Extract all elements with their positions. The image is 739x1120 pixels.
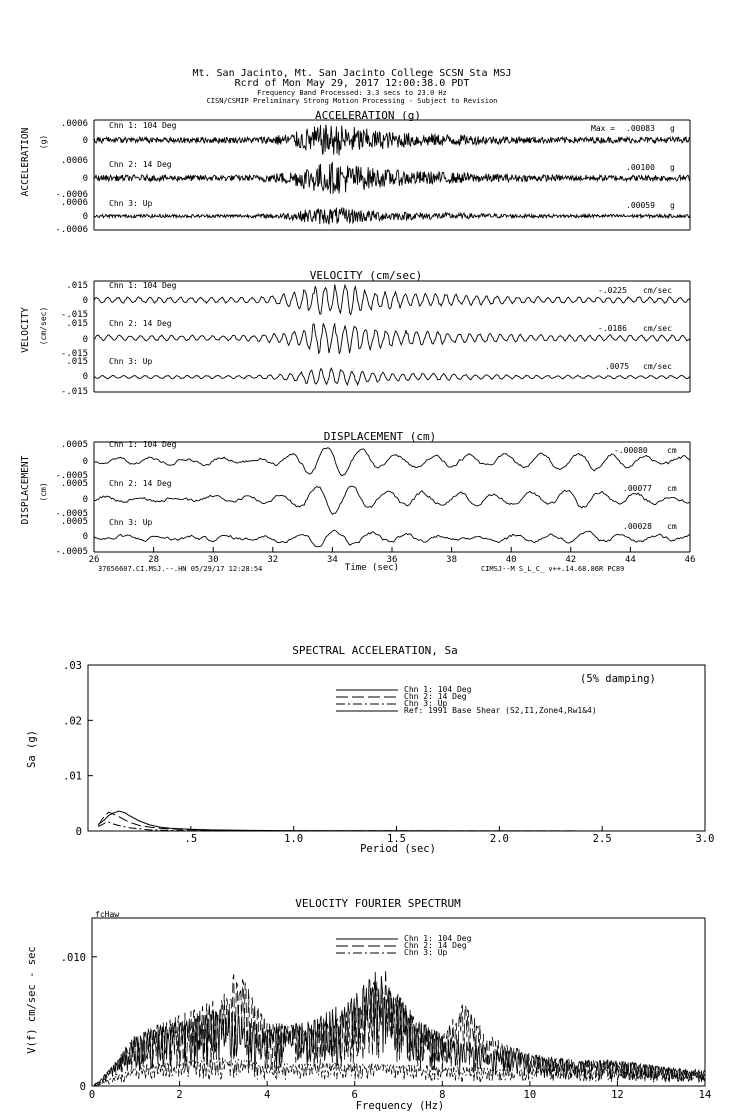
fourier-curves <box>94 969 705 1085</box>
sa-axis-ticks <box>63 660 714 845</box>
dsp-ch3-tick-zero: 0 <box>82 532 88 542</box>
time-tick-label: 36 <box>386 555 398 565</box>
acc-ch1-tick-top: .0006 <box>60 119 88 129</box>
velocity-title: VELOCITY (cm/sec) <box>309 269 423 282</box>
sa-y-tick-label: .02 <box>63 715 82 728</box>
dsp-ch1-unit: cm <box>667 446 677 455</box>
fs-x-tick-label: 0 <box>88 1089 96 1101</box>
vel-ch2-tick-top: .015 <box>66 319 88 329</box>
acc-ch3-tick-top: .0006 <box>60 198 88 208</box>
acc-ch3-unit: g <box>670 201 675 210</box>
vel-ch3-label: Chn 3: Up <box>109 357 153 366</box>
acc-ch2-tick-top: .0006 <box>60 156 88 166</box>
velocity-traces <box>94 285 690 385</box>
acc-ch2-unit: g <box>670 163 675 172</box>
spectral-acceleration-panel <box>26 644 714 855</box>
sa-legend-ref: Ref: 1991 Base Shear (S2,I1,Zone4,Rw1&4) <box>404 706 597 715</box>
fourier-x-axis-label: Frequency (Hz) <box>355 1100 445 1112</box>
vel-ch3-tick-zero: 0 <box>82 372 88 382</box>
time-tick-label: 42 <box>565 555 577 565</box>
fourier-corner-label: fcHaw <box>95 910 120 919</box>
sa-legend-ch2: Chn 2: 14 Deg <box>404 692 467 701</box>
dsp-ch3-tick-bottom: -.0005 <box>55 547 88 557</box>
sa-curve-ch2 <box>98 812 705 831</box>
fourier-y-axis-label: V(f) cm/sec - sec <box>26 946 38 1054</box>
sa-legend-ch1: Chn 1: 104 Deg <box>404 685 472 694</box>
vel-ch1-tick-bottom: -.015 <box>60 310 88 320</box>
time-tick-label: 26 <box>88 555 100 565</box>
sa-y-tick-label: .01 <box>63 770 82 783</box>
dsp-ch2-label: Chn 2: 14 Deg <box>109 479 172 488</box>
vel-ch1-unit: cm/sec <box>643 286 672 295</box>
sa-legend-ch3: Chn 3: Up <box>404 699 448 708</box>
acc-ch3-tick-bottom: -.0006 <box>55 225 88 235</box>
fs-curve-ch3 <box>94 1058 705 1086</box>
dsp-ch2-unit: cm <box>667 484 677 493</box>
spectral-acceleration-title: SPECTRAL ACCELERATION, Sa <box>292 644 458 657</box>
sa-x-tick-label: 3.0 <box>695 833 715 845</box>
displacement-unit-label: (cm) <box>39 482 48 502</box>
time-tick-label: 32 <box>267 555 279 565</box>
acc-ch1-unit: g <box>670 124 675 133</box>
sa-x-tick-label: 2.0 <box>489 833 509 845</box>
time-axis-label: Time (sec) <box>344 563 400 573</box>
time-tick-label: 30 <box>207 555 219 565</box>
displacement-traces <box>94 448 690 547</box>
sa-curves <box>98 811 705 831</box>
time-tick-label: 28 <box>148 555 160 565</box>
time-tick-label: 34 <box>326 555 338 565</box>
dsp-ch1-tick-bottom: -.0005 <box>55 471 88 481</box>
acc-ch1-label: Chn 1: 104 Deg <box>109 121 177 130</box>
fs-x-tick-label: 2 <box>176 1089 183 1101</box>
vel-ch2-unit: cm/sec <box>643 324 672 333</box>
vel-ch1-tick-top: .015 <box>66 281 88 291</box>
vel-trace-ch3 <box>94 368 690 385</box>
fs-x-tick-label: 14 <box>698 1089 712 1101</box>
dsp-ch1-tick-zero: 0 <box>82 457 88 467</box>
vel-ch2-peak: -.0186 <box>598 324 627 333</box>
fs-y-tick-label: .010 <box>60 951 86 964</box>
sa-curve-ch1 <box>98 811 705 831</box>
processing-note: CISN/CSMIP Preliminary Strong Motion Processing - Subject to Revision <box>206 97 498 105</box>
vel-ch3-unit: cm/sec <box>643 362 672 371</box>
dsp-ch3-unit: cm <box>667 522 677 531</box>
sa-x-axis-label: Period (sec) <box>360 843 436 855</box>
fs-legend-ch2: Chn 2: 14 Deg <box>404 941 467 950</box>
acc-trace-ch2 <box>94 163 690 194</box>
dsp-ch2-tick-zero: 0 <box>82 495 88 505</box>
dsp-ch1-tick-top: .0005 <box>60 440 88 450</box>
dsp-trace-ch3 <box>94 530 690 547</box>
vel-ch2-label: Chn 2: 14 Deg <box>109 319 172 328</box>
displacement-panel <box>20 430 695 573</box>
fs-x-tick-label: 8 <box>439 1089 446 1101</box>
vel-ch3-peak: .0075 <box>605 362 630 371</box>
displacement-axis-label: DISPLACEMENT <box>20 455 31 525</box>
acceleration-title: ACCELERATION (g) <box>315 109 421 122</box>
acceleration-unit-label: (g) <box>39 134 48 150</box>
sa-y-tick-label: .03 <box>63 660 82 672</box>
record-id-footer: 37656607.CI.MSJ.--.HN 05/29/17 12:28:54 <box>98 565 263 573</box>
sa-damping-note: (5% damping) <box>580 673 656 685</box>
fs-legend-ch3: Chn 3: Up <box>404 948 448 957</box>
fs-y-tick-label: 0 <box>79 1081 86 1093</box>
acc-trace-ch3 <box>94 208 690 225</box>
acc-ch1-tick-zero: 0 <box>82 136 88 146</box>
sa-x-tick-label: 2.5 <box>592 833 612 845</box>
acceleration-axis-label: ACCELERATION <box>20 127 31 197</box>
acc-ch3-label: Chn 3: Up <box>109 199 153 208</box>
fs-x-tick-label: 10 <box>523 1089 537 1101</box>
acc-ch2-tick-zero: 0 <box>82 174 88 184</box>
dsp-ch3-peak: .00028 <box>623 522 652 531</box>
displacement-title: DISPLACEMENT (cm) <box>323 430 437 443</box>
dsp-ch3-label: Chn 3: Up <box>109 518 153 527</box>
dsp-trace-ch2 <box>94 486 690 514</box>
velocity-panel <box>20 269 690 397</box>
vel-ch2-tick-zero: 0 <box>82 335 88 345</box>
dsp-ch2-tick-bottom: -.0005 <box>55 509 88 519</box>
sa-x-tick-label: 1.5 <box>387 833 406 845</box>
acceleration-traces <box>94 125 690 225</box>
dsp-ch3-tick-top: .0005 <box>60 517 88 527</box>
vel-ch1-label: Chn 1: 104 Deg <box>109 281 177 290</box>
fs-x-tick-label: 12 <box>611 1089 624 1101</box>
time-tick-label: 46 <box>684 555 696 565</box>
dsp-trace-ch1 <box>94 448 690 476</box>
acc-ch2-tick-bottom: -.0006 <box>55 190 88 200</box>
dsp-ch1-label: Chn 1: 104 Deg <box>109 440 177 449</box>
frequency-band: Frequency Band Processed: 3.3 secs to 23.0 Hz <box>257 89 447 97</box>
fs-legend-ch1: Chn 1: 104 Deg <box>404 934 472 943</box>
fs-x-tick-label: 4 <box>263 1089 271 1101</box>
acc-max-prefix: Max = <box>591 124 616 133</box>
fourier-title: VELOCITY FOURIER SPECTRUM <box>295 897 461 910</box>
vel-ch1-tick-zero: 0 <box>82 296 88 306</box>
acc-ch2-label: Chn 2: 14 Deg <box>109 160 172 169</box>
sa-x-tick-label: .5 <box>184 833 198 845</box>
acc-ch2-peak: .00100 <box>626 163 655 172</box>
acceleration-panel <box>20 109 690 235</box>
time-tick-label: 40 <box>505 555 517 565</box>
vel-ch3-tick-bottom: -.015 <box>60 387 88 397</box>
vel-ch1-peak: -.0225 <box>598 286 627 295</box>
acc-ch3-tick-zero: 0 <box>82 212 88 222</box>
record-time: Rcrd of Mon May 29, 2017 12:00:38.0 PDT <box>234 78 470 89</box>
sa-y-tick-label: 0 <box>75 826 82 838</box>
processing-id-footer: CIMSJ--M S_L_C_ v++.14.68.86R PC89 <box>481 565 625 573</box>
acc-ch3-peak: .00059 <box>626 201 655 210</box>
velocity-unit-label: (cm/sec) <box>39 306 48 346</box>
time-tick-label: 38 <box>446 555 458 565</box>
dsp-ch2-peak: .00077 <box>623 484 652 493</box>
dsp-ch2-tick-top: .0005 <box>60 479 88 489</box>
time-tick-label: 44 <box>624 555 636 565</box>
dsp-ch1-peak: -.00080 <box>614 446 648 455</box>
sa-x-tick-label: 1.0 <box>284 833 304 845</box>
vel-ch3-tick-top: .015 <box>66 357 88 367</box>
fs-x-tick-label: 6 <box>351 1089 358 1101</box>
fourier-spectrum-panel <box>26 897 711 1112</box>
acc-ch1-peak: .00083 <box>626 124 655 133</box>
station-title: Mt. San Jacinto, Mt. San Jacinto College SCSN Sta MSJ <box>192 68 512 79</box>
vel-ch2-tick-bottom: -.015 <box>60 349 88 359</box>
velocity-axis-label: VELOCITY <box>20 307 31 353</box>
sa-y-axis-label: Sa (g) <box>26 730 38 768</box>
